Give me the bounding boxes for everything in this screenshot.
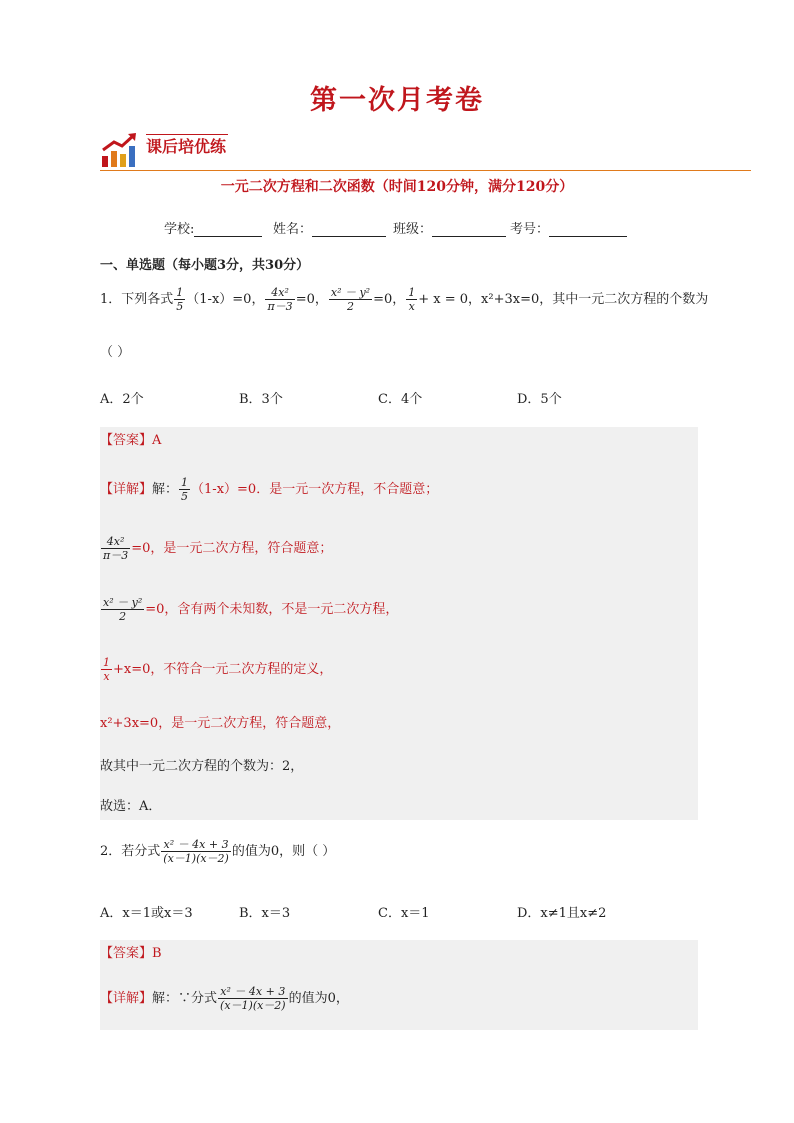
option-c: C．4个 [378,392,423,407]
detail-line-3: $\frac{\text{x² － y²}}{2}$ =0，含有两个未知数，不是一元二次方程， [103,596,399,623]
option-d: D．x≠1且x≠2 [517,906,607,921]
option-d: D．5个 [517,392,562,407]
fraction: $\frac{1}{5}$ [176,286,184,313]
option-a: A．x＝1或x＝3 [100,906,193,921]
detail-line-4: $\frac{1}{x}$ +x=0，不符合一元二次方程的定义， [103,656,333,683]
fraction: $\frac{1}{x}$ [103,656,110,683]
detail-line-7: 故选：A． [100,799,162,814]
fraction: $\frac{\text{4x²}}{\pi-3}$ [103,535,129,562]
fraction: $\frac{1}{x}$ [408,286,416,313]
name-field: 姓名： [273,218,386,237]
option-c: C．x＝1 [378,906,430,921]
exam-number-field: 考号： [510,218,627,237]
exam-subtitle: 一元二次方程和二次函数（时间120分钟，满分120分） [220,179,574,195]
option-a: A．2个 [100,392,144,407]
detail-line-1: 【详解】解：∵分式 $\frac{\text{x² － 4x + 3}}{(x-1)(x-2)}$ 的值为0， [100,985,349,1012]
detail-line-5: x²+3x=0，是一元二次方程，符合题意， [100,716,341,731]
answer-line: 【答案】B [100,946,162,961]
class-field: 班级： [393,218,506,237]
fraction: $\frac{\text{x² － y²}}{2}$ [330,286,371,313]
detail-line-6: 故其中一元二次方程的个数为：2， [100,759,304,774]
school-field: 学校: [164,218,262,237]
bar-chart-logo-icon [100,132,140,168]
answer-paren: （ ） [100,345,131,360]
page-title: 第一次月考卷 [310,85,484,116]
course-badge: 课后培优练 [146,137,227,156]
name-blank[interactable] [312,222,386,237]
answer-line: 【答案】A [100,433,162,448]
question-1: 1．下列各式 $\frac{1}{5}$ （1-x）=0， $\frac{\text{4x²}}{\pi-3}$ =0， $\frac{\text{x² － y²}}{2}$ =0， $\frac{1}{x}$ + x = 0，x²+3x=0，其中一元二次方程的个数为 [100,286,709,313]
detail-line-2: $\frac{\text{4x²}}{\pi-3}$ =0，是一元二次方程，符合题意； [103,535,333,562]
option-b: B．3个 [239,392,283,407]
fraction: $\frac{\text{x² － y²}}{2}$ [103,596,143,623]
question-2: 2．若分式 $\frac{\text{x² － 4x + 3}}{(x-1)(x-2)}$ 的值为0，则（ ） [100,838,336,865]
detail-line-1: 【详解】解： $\frac{1}{5}$ （1-x）=0．是一元一次方程，不合题意； [100,476,439,503]
fraction: $\frac{\text{4x²}}{\pi-3}$ [267,286,293,313]
section-heading: 一、单选题（每小题3分，共30分） [100,258,310,273]
school-blank[interactable] [194,222,262,237]
fraction: $\frac{1}{5}$ [181,476,189,503]
option-b: B．x＝3 [239,906,291,921]
fraction: $\frac{\text{x² － 4x + 3}}{(x-1)(x-2)}$ [220,985,286,1012]
exam-number-blank[interactable] [549,222,627,237]
class-blank[interactable] [432,222,506,237]
header-divider [100,170,751,171]
fraction: $\frac{\text{x² － 4x + 3}}{(x-1)(x-2)}$ [163,838,229,865]
